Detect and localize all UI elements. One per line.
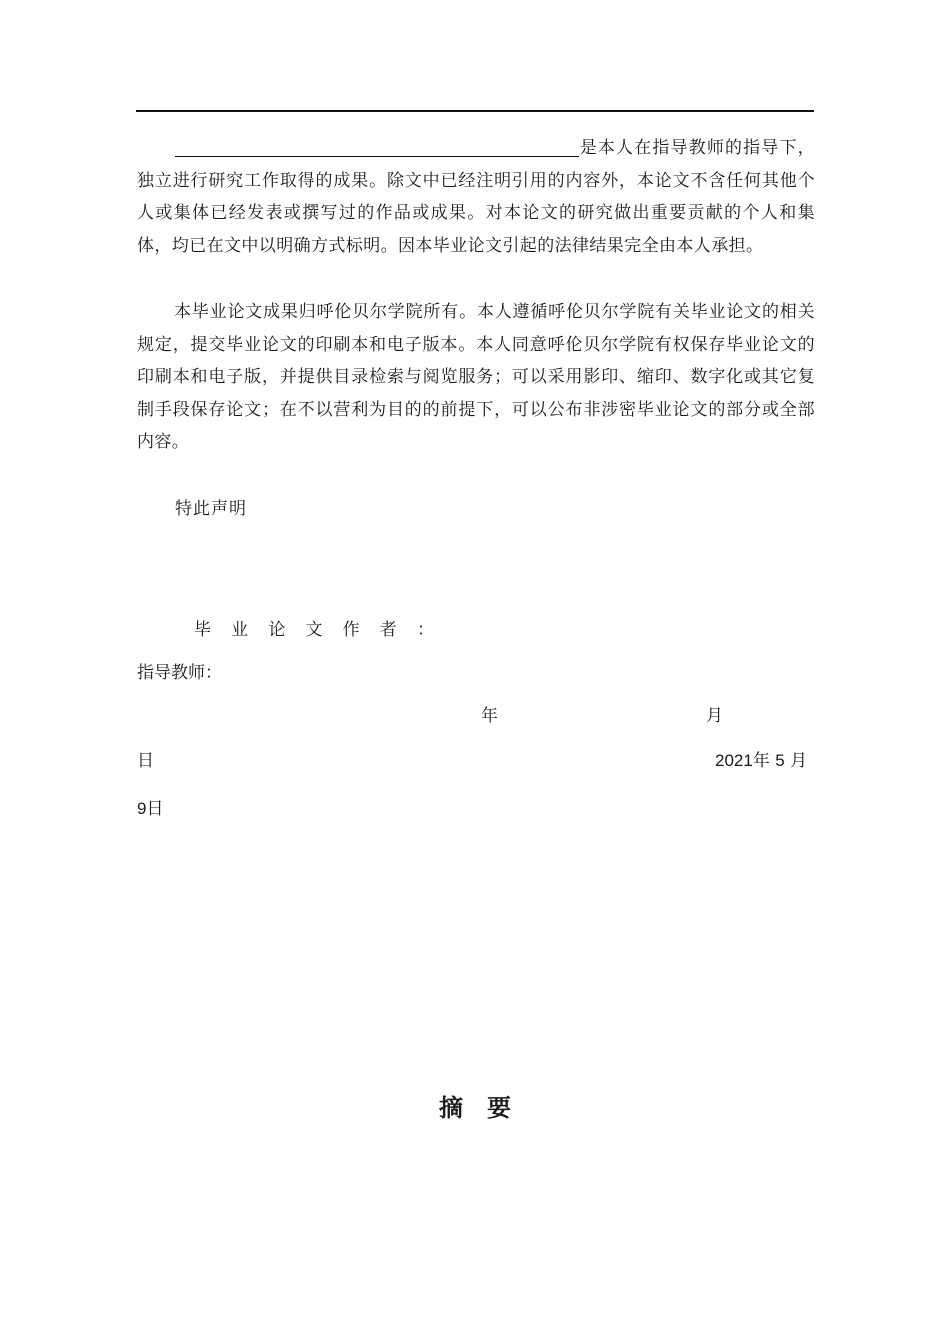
month-label: 月	[706, 706, 723, 726]
year-label: 年	[481, 706, 498, 726]
author-label-char: 论	[268, 620, 286, 640]
author-label-char: 业	[231, 620, 249, 640]
signing-date-month: 5	[775, 751, 785, 770]
thesis-title-blank[interactable]	[175, 134, 579, 157]
header-rule	[136, 110, 814, 112]
signing-date-day-number: 9	[137, 799, 147, 818]
author-label-char: 毕	[194, 620, 211, 640]
abstract-heading: 摘要	[439, 1094, 535, 1122]
day-label: 日	[137, 751, 154, 771]
declaration-paragraph-1-text: 是本人在指导教师的指导下，独立进行研究工作取得的成果。除文中已经注明引用的内容外，本论文不含任何其他个人或集体已经发表或撰写过的作品或成果。对本论文的研究做出重要贡献的个人和集体，均已在文中以明确方式标明。因本毕业论文引起的法律结果完全由本人承担。	[137, 138, 815, 256]
author-signature-label	[194, 618, 434, 642]
signing-date-day	[137, 797, 163, 821]
declaration-paragraph-2: 本毕业论文成果归呼伦贝尔学院所有。本人遵循呼伦贝尔学院有关毕业论文的相关规定，提交毕业论文的印刷本和电子版本。本人同意呼伦贝尔学院有权保存毕业论文的印刷本和电子版，并提供目录检索与阅览服务；可以采用影印、缩印、数字化或其它复制手段保存论文；在不以营利为目的的前提下，可以公布非涉密毕业论文的部分或全部内容。	[137, 302, 815, 452]
signing-date-day-suffix: 日	[146, 799, 164, 819]
closing-statement: 特此声明	[175, 499, 247, 519]
author-label-char: 文	[305, 620, 323, 640]
author-label-char: 者	[379, 620, 397, 640]
signing-date-year: 2021	[715, 751, 753, 770]
author-label-char: 作	[342, 620, 360, 640]
author-label-char: ：	[416, 620, 434, 640]
signing-date-month-suffix: 月	[790, 751, 808, 771]
signing-date	[715, 749, 807, 773]
declaration-paragraph-1	[137, 132, 815, 262]
advisor-signature-label: 指导教师：	[137, 663, 222, 683]
signing-date-year-suffix: 年	[752, 751, 770, 771]
